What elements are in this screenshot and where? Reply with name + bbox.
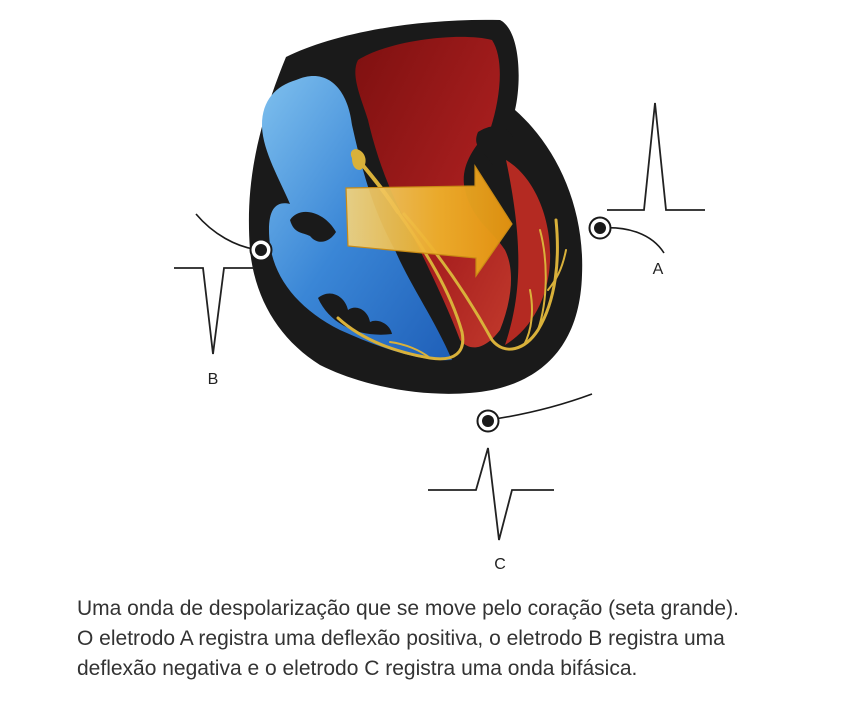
caption-line: O eletrodo A registra uma deflexão positiva, o eletrodo B registra uma (77, 627, 725, 650)
ecg-trace-a-positive (607, 103, 705, 210)
caption-line: Uma onda de despolarização que se move pelo coração (seta grande). (77, 597, 739, 620)
electrode-c (428, 394, 592, 573)
ecg-trace-c-biphasic (428, 448, 554, 540)
electrode-c-wire (488, 394, 592, 420)
caption-line: deflexão negativa e o eletrodo C registra uma onda bifásica. (77, 657, 638, 680)
electrode-c-dot (482, 415, 494, 427)
electrode-b (174, 214, 272, 388)
electrode-b-dot (255, 244, 267, 256)
electrode-a-label: A (652, 261, 664, 278)
electrode-c-label: C (494, 556, 506, 573)
electrode-a (590, 103, 706, 278)
figure-caption (77, 594, 837, 684)
electrode-b-label: B (207, 371, 219, 388)
ecg-trace-b-negative (174, 268, 254, 354)
electrode-a-dot (594, 222, 606, 234)
